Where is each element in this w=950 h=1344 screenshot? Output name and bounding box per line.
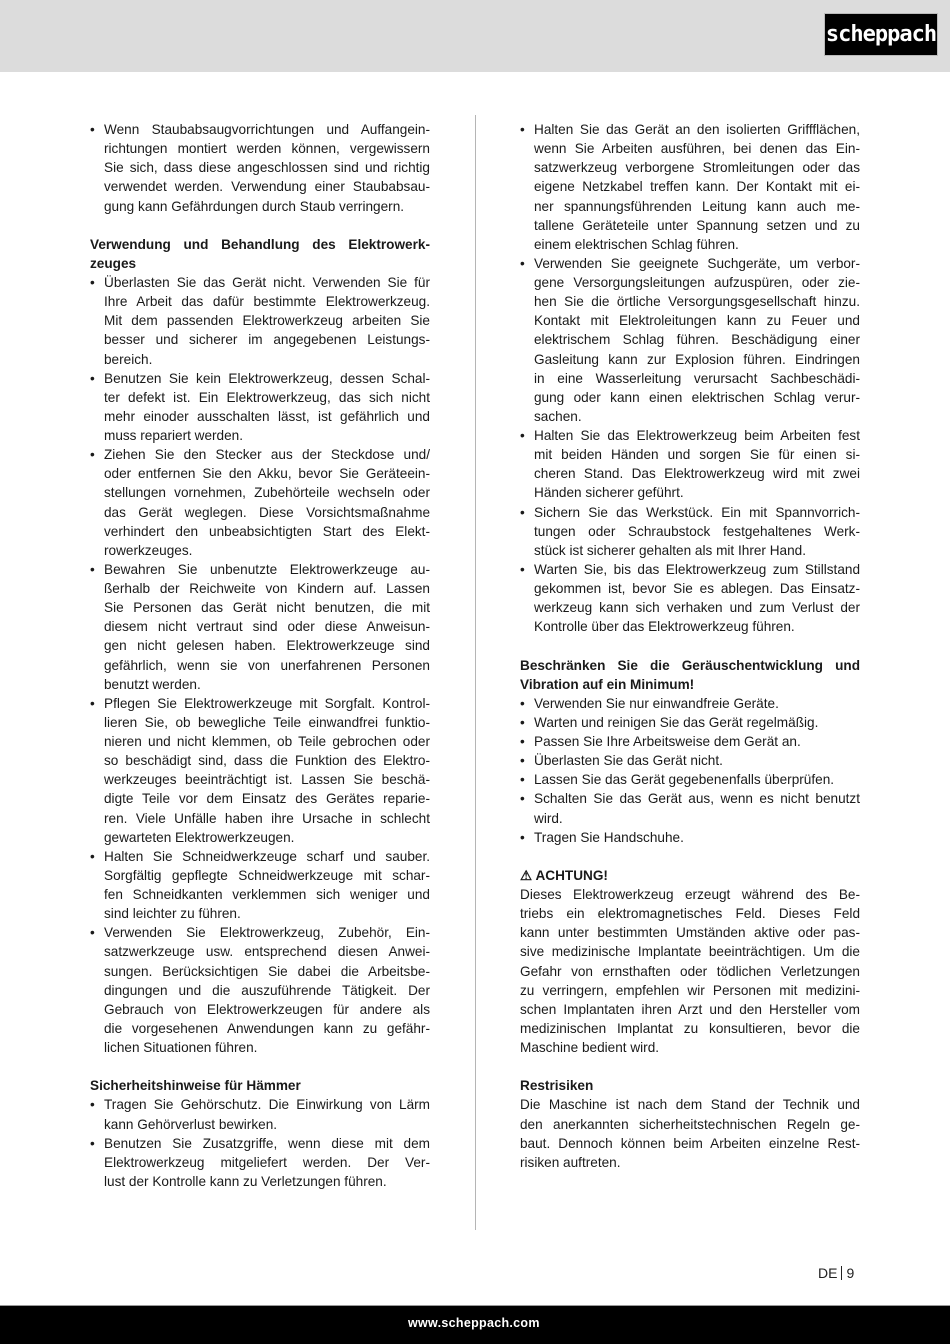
text-line: Sicherheitshinweise für Hämmer [90,1078,301,1094]
bullet-icon: • [520,122,525,137]
text-line: Halten Sie Schneidwerkzeuge scharf und sauber. [104,848,430,864]
text-line: sungen. Berücksichtigen Sie dabei die Arbeitsbe- [104,963,430,979]
text-line: Gefahr von ernsthaften oder tödlichen Verletzungen [520,963,860,979]
text-line: das Gerät weglegen. Diese Vorsichtsmaßnahme [104,504,430,520]
bullet-icon: • [90,275,95,290]
bullet-icon: • [520,734,525,749]
list-item [520,254,860,426]
text-line: tungen oder Schraubstock festgehaltenes Werk- [534,523,860,539]
text-line: Lassen Sie das Gerät gegebenenfalls überprüfen. [534,772,835,788]
bullet-icon: • [520,428,525,443]
text-line: kann unter bestimmten Umständen aktive oder pas- [520,925,860,941]
text-line: Benutzen Sie Zusatzgriffe, wenn diese mit dem [104,1135,430,1151]
list-item [520,694,860,713]
text-line: Verwendung und Behandlung des Elektrowerk- [90,236,430,252]
bullet-icon: • [90,695,95,711]
text-line: Überlasten Sie das Gerät nicht. [534,753,723,769]
text-line: sachen. [534,408,582,424]
text-line: dingungen und die auszuführende Tätigkeit. Der [104,982,430,998]
text-line: nieren und nicht klemmen, ob Teile gebrochen oder [104,734,430,749]
text-line: bereich. [104,351,153,367]
bullet-icon: • [520,695,525,711]
text-line: gekommen ist, bevor Sie es ablegen. Das Einsatz- [534,581,860,596]
list-item [90,120,430,216]
page-number [818,1265,854,1281]
bullet-icon: • [520,255,525,271]
list-item [90,847,430,924]
paragraph [520,1095,860,1172]
text-line: besser und sicherer im angegebenen Leistungs- [104,332,430,348]
text-line: Ziehen Sie den Stecker aus der Steckdose und/ [104,447,430,463]
text-line: gung kann Gefährdungen durch Staub verringern. [104,198,405,214]
text-line: Benutzen Sie kein Elektrowerkzeug, dessen Schal- [104,370,430,386]
text-line: hen Sie die örtliche Versorgungsgesellschaft hinzu. [534,294,860,310]
text-line: werkzeuges beeinträchtigt ist. Lassen Sie beschä- [104,772,430,788]
list-item [90,369,430,446]
list-item [520,713,860,732]
text-line: oder entfernen Sie den Akku, bevor Sie Geräteein- [104,466,430,482]
bullet-icon: • [90,848,95,864]
spacer [520,847,860,866]
section-heading [520,656,860,694]
text-line: verwendet werden. Verwendung einer Staubabsau- [104,179,430,195]
text-line: so beschädigt sind, dass die Funktion des Elektro- [104,753,430,769]
text-line: mit beiden Händen und sorgen Sie für einen si- [534,447,860,463]
text-line: gefährlich, wenn sie von unerfahrenen Personen [104,657,430,673]
text-line: werkzeug kann sich verhaken und zum Verlust der [534,600,860,616]
text-line: stellungen vornehmen, Zubehörteile wechseln oder [104,485,430,501]
text-line: gewarteten Elektrowerkzeugen. [104,829,295,845]
section-heading [90,1076,430,1095]
text-line: Verwenden Sie nur einwandfreie Geräte. [534,695,779,711]
text-line: Maschine bedient wird. [520,1040,660,1055]
bullet-icon: • [520,504,525,520]
bullet-icon: • [520,561,525,577]
text-line: ßerhalb der Reichweite von Kindern auf. Lassen [104,581,430,596]
text-line: gung oder kann einen elektrischen Schlag verur- [534,389,860,405]
text-line: wenn Sie Arbeiten ausführen, bei denen das Ein- [534,141,860,157]
text-line: kann Gehörverlust bewirken. [104,1116,278,1132]
paragraph [520,885,860,1057]
text-line: Beschränken Sie die Geräuschentwicklung und [520,657,860,673]
text-line: ⚠ ACHTUNG! [520,867,608,883]
text-line: die vorgesehenen Anwendungen kann zu gefähr- [104,1020,430,1036]
text-line: elektrischem Schlag führen. Beschädigung einer [534,332,860,348]
text-line: Dieses Elektrowerkzeug erzeugt während des Be- [520,887,860,902]
section-heading [520,1076,860,1095]
text-line: stück ist sicherer gehalten als mit Ihrer Hand. [534,542,806,558]
text-line: lieren Sie, ob bewegliche Teile einwandfrei funktio- [104,714,430,730]
spacer [520,636,860,655]
text-line: ner spannungsführenden Leitung kann auch me- [534,198,860,214]
page-language: DE [818,1265,838,1281]
text-line: Mit dem passenden Elektrowerkzeug arbeiten Sie [104,313,430,329]
list-item [90,1134,430,1191]
text-line: tallene Geräteteile unter Spannung setzen und zu [534,217,860,233]
bullet-icon: • [90,925,95,941]
text-line: einem elektrischen Schlag führen. [534,236,739,252]
text-line: schen Implantaten ihren Arzt und den Hersteller vom [520,1001,860,1017]
spacer [520,1057,860,1076]
text-line: baut. Dennoch können beim Arbeiten einzelne Rest- [520,1135,860,1151]
text-line: Überlasten Sie das Gerät nicht. Verwenden Sie für [104,275,430,290]
text-line: lust der Kontrolle kann zu Verletzungen führen. [104,1173,387,1189]
text-line: Warten und reinigen Sie das Gerät regelmäßig. [534,714,819,730]
bullet-icon: • [90,1097,95,1113]
text-line: Restrisiken [520,1078,594,1094]
text-line: gene Versorgungsleitungen aufzuspüren, oder zie- [534,275,860,290]
list-item [90,1095,430,1133]
text-line: fen Schneidkanten verklemmen sich weniger und [104,887,430,902]
text-line: muss repariert werden. [104,428,244,443]
text-line: cheren Stand. Das Elektrowerkzeug wird mit zwei [534,466,860,482]
list-item [520,732,860,751]
bullet-icon: • [520,829,525,845]
list-item [520,770,860,789]
section-heading [90,235,430,273]
text-line: risiken auftreten. [520,1154,621,1170]
text-line: Halten Sie das Elektrowerkzeug beim Arbeiten fest [534,428,860,443]
text-line: mehr einoder ausschalten lässt, ist gefährlich und [104,408,430,424]
bullet-icon: • [520,791,525,807]
text-line: triebs ein elektromagnetisches Feld. Dieses Feld [520,906,860,922]
text-line: ter defekt ist. Ein Elektrowerkzeug, das sich nicht [104,389,430,405]
text-line: Schalten Sie das Gerät aus, wenn es nicht benutzt [534,791,860,807]
text-line: sind leichter zu führen. [104,906,241,922]
text-line: lichen Situationen führen. [104,1040,258,1055]
list-item [90,694,430,847]
text-line: Warten Sie, bis das Elektrowerkzeug zum Stillstand [534,561,860,577]
text-line: medizinischen Implantat zu konsultieren, bevor die [520,1020,860,1036]
text-line: rowerkzeuges. [104,542,193,558]
page-number-value: 9 [846,1265,855,1281]
list-item [520,789,860,827]
list-item [520,751,860,770]
text-line: satzwerkzeug verborgene Stromleitungen oder das [534,160,860,176]
text-line: Sorgfältig gepflegte Schneidwerkzeuge mit schar- [104,867,430,883]
bullet-icon: • [90,370,95,386]
scheppach-logo: scheppach [824,13,938,56]
list-item [520,503,860,560]
bullet-icon: • [520,753,525,769]
text-line: Sichern Sie das Werkstück. Ein mit Spannvorrich- [534,504,860,520]
text-line: Händen sicherer geführt. [534,485,684,501]
text-line: Vibration auf ein Minimum! [520,676,695,692]
text-line: Verwenden Sie Elektrowerkzeug, Zubehör, Ein- [104,925,430,941]
text-line: Kontakt mit Elektroleitungen kann zu Feuer und [534,313,860,329]
text-line: zeuges [90,255,137,271]
text-line: Kontrolle über das Elektrowerkzeug führen. [534,619,795,635]
bullet-icon: • [90,561,95,577]
bullet-icon: • [520,772,525,788]
text-line: Verwenden Sie geeignete Suchgeräte, um verbor- [534,255,860,271]
text-line: Sie sich, dass diese angeschlossen sind und richtig [104,160,430,176]
text-line: eigene Netzkabel treffen kann. Der Kontakt mit ei- [534,179,860,195]
right-column [520,120,860,1172]
text-line: Halten Sie das Gerät an den isolierten Griffflächen, [534,122,860,137]
list-item [520,828,860,847]
bullet-icon: • [520,714,525,730]
text-line: wird. [534,810,563,826]
text-line: richtungen montiert werden können, vergewissern [104,141,430,157]
text-line: Wenn Staubabsaugvorrichtungen und Auffangein- [104,122,430,137]
spacer [90,1057,430,1076]
header-band [0,0,950,72]
column-divider [475,115,476,1230]
list-item [520,560,860,637]
text-line: Ihre Arbeit das dafür bestimmte Elektrowerkzeug. [104,294,430,310]
section-heading [520,866,860,885]
footer-url[interactable]: www.scheppach.com [408,1316,540,1330]
bullet-icon: • [90,122,95,137]
text-line: Pflegen Sie Elektrowerkzeuge mit Sorgfalt. Kontrol- [104,695,430,711]
text-line: Passen Sie Ihre Arbeitsweise dem Gerät an. [534,734,801,749]
text-line: benutzt werden. [104,676,201,692]
text-line: diesem nicht vertraut sind oder diese Anweisun- [104,619,430,635]
text-line: ren. Viele Unfälle haben ihre Ursache in schlecht [104,810,430,826]
list-item [90,560,430,694]
list-item [520,120,860,254]
text-line: Gebrauch von Elektrowerkzeugen für andere als [104,1001,430,1017]
page-number-separator [841,1266,842,1280]
footer-bar [0,1305,950,1344]
text-line: Bewahren Sie unbenutzte Elektrowerkzeuge au- [104,561,430,577]
text-line: digte Teile vor dem Einsatz des Gerätes reparie- [104,791,430,807]
text-line: zu verringern, empfehlen wir Personen mit medizini- [520,982,860,998]
spacer [90,216,430,235]
text-line: sive medizinische Implantate beeinträchtigen. Um die [520,944,860,960]
text-line: Die Maschine ist nach dem Stand der Technik und [520,1097,860,1113]
text-line: verhindert den unbeabsichtigten Start des Elekt- [104,523,430,539]
text-line: Gasleitung kann zur Explosion führen. Eindringen [534,351,860,367]
text-line: Sie Personen das Gerät nicht benutzen, die mit [104,600,430,616]
text-line: in eine Wasserleitung verursacht Sachbeschädi- [534,370,860,386]
text-line: Tragen Sie Gehörschutz. Die Einwirkung von Lärm [104,1097,430,1113]
bullet-icon: • [90,1135,95,1151]
text-line: gen nicht gelesen haben. Elektrowerkzeuge sind [104,638,430,654]
bullet-icon: • [90,447,95,463]
text-line: Elektrowerkzeug mitgeliefert werden. Der Ver- [104,1154,430,1170]
list-item [90,273,430,369]
left-column [90,120,430,1191]
text-line: satzwerkzeuge usw. entsprechend diesen Anwei- [104,944,430,960]
list-item [90,923,430,1057]
text-line: Tragen Sie Handschuhe. [534,829,684,845]
text-line: den anerkannten sicherheitstechnischen Regeln ge- [520,1116,860,1132]
list-item [90,445,430,560]
list-item [520,426,860,503]
